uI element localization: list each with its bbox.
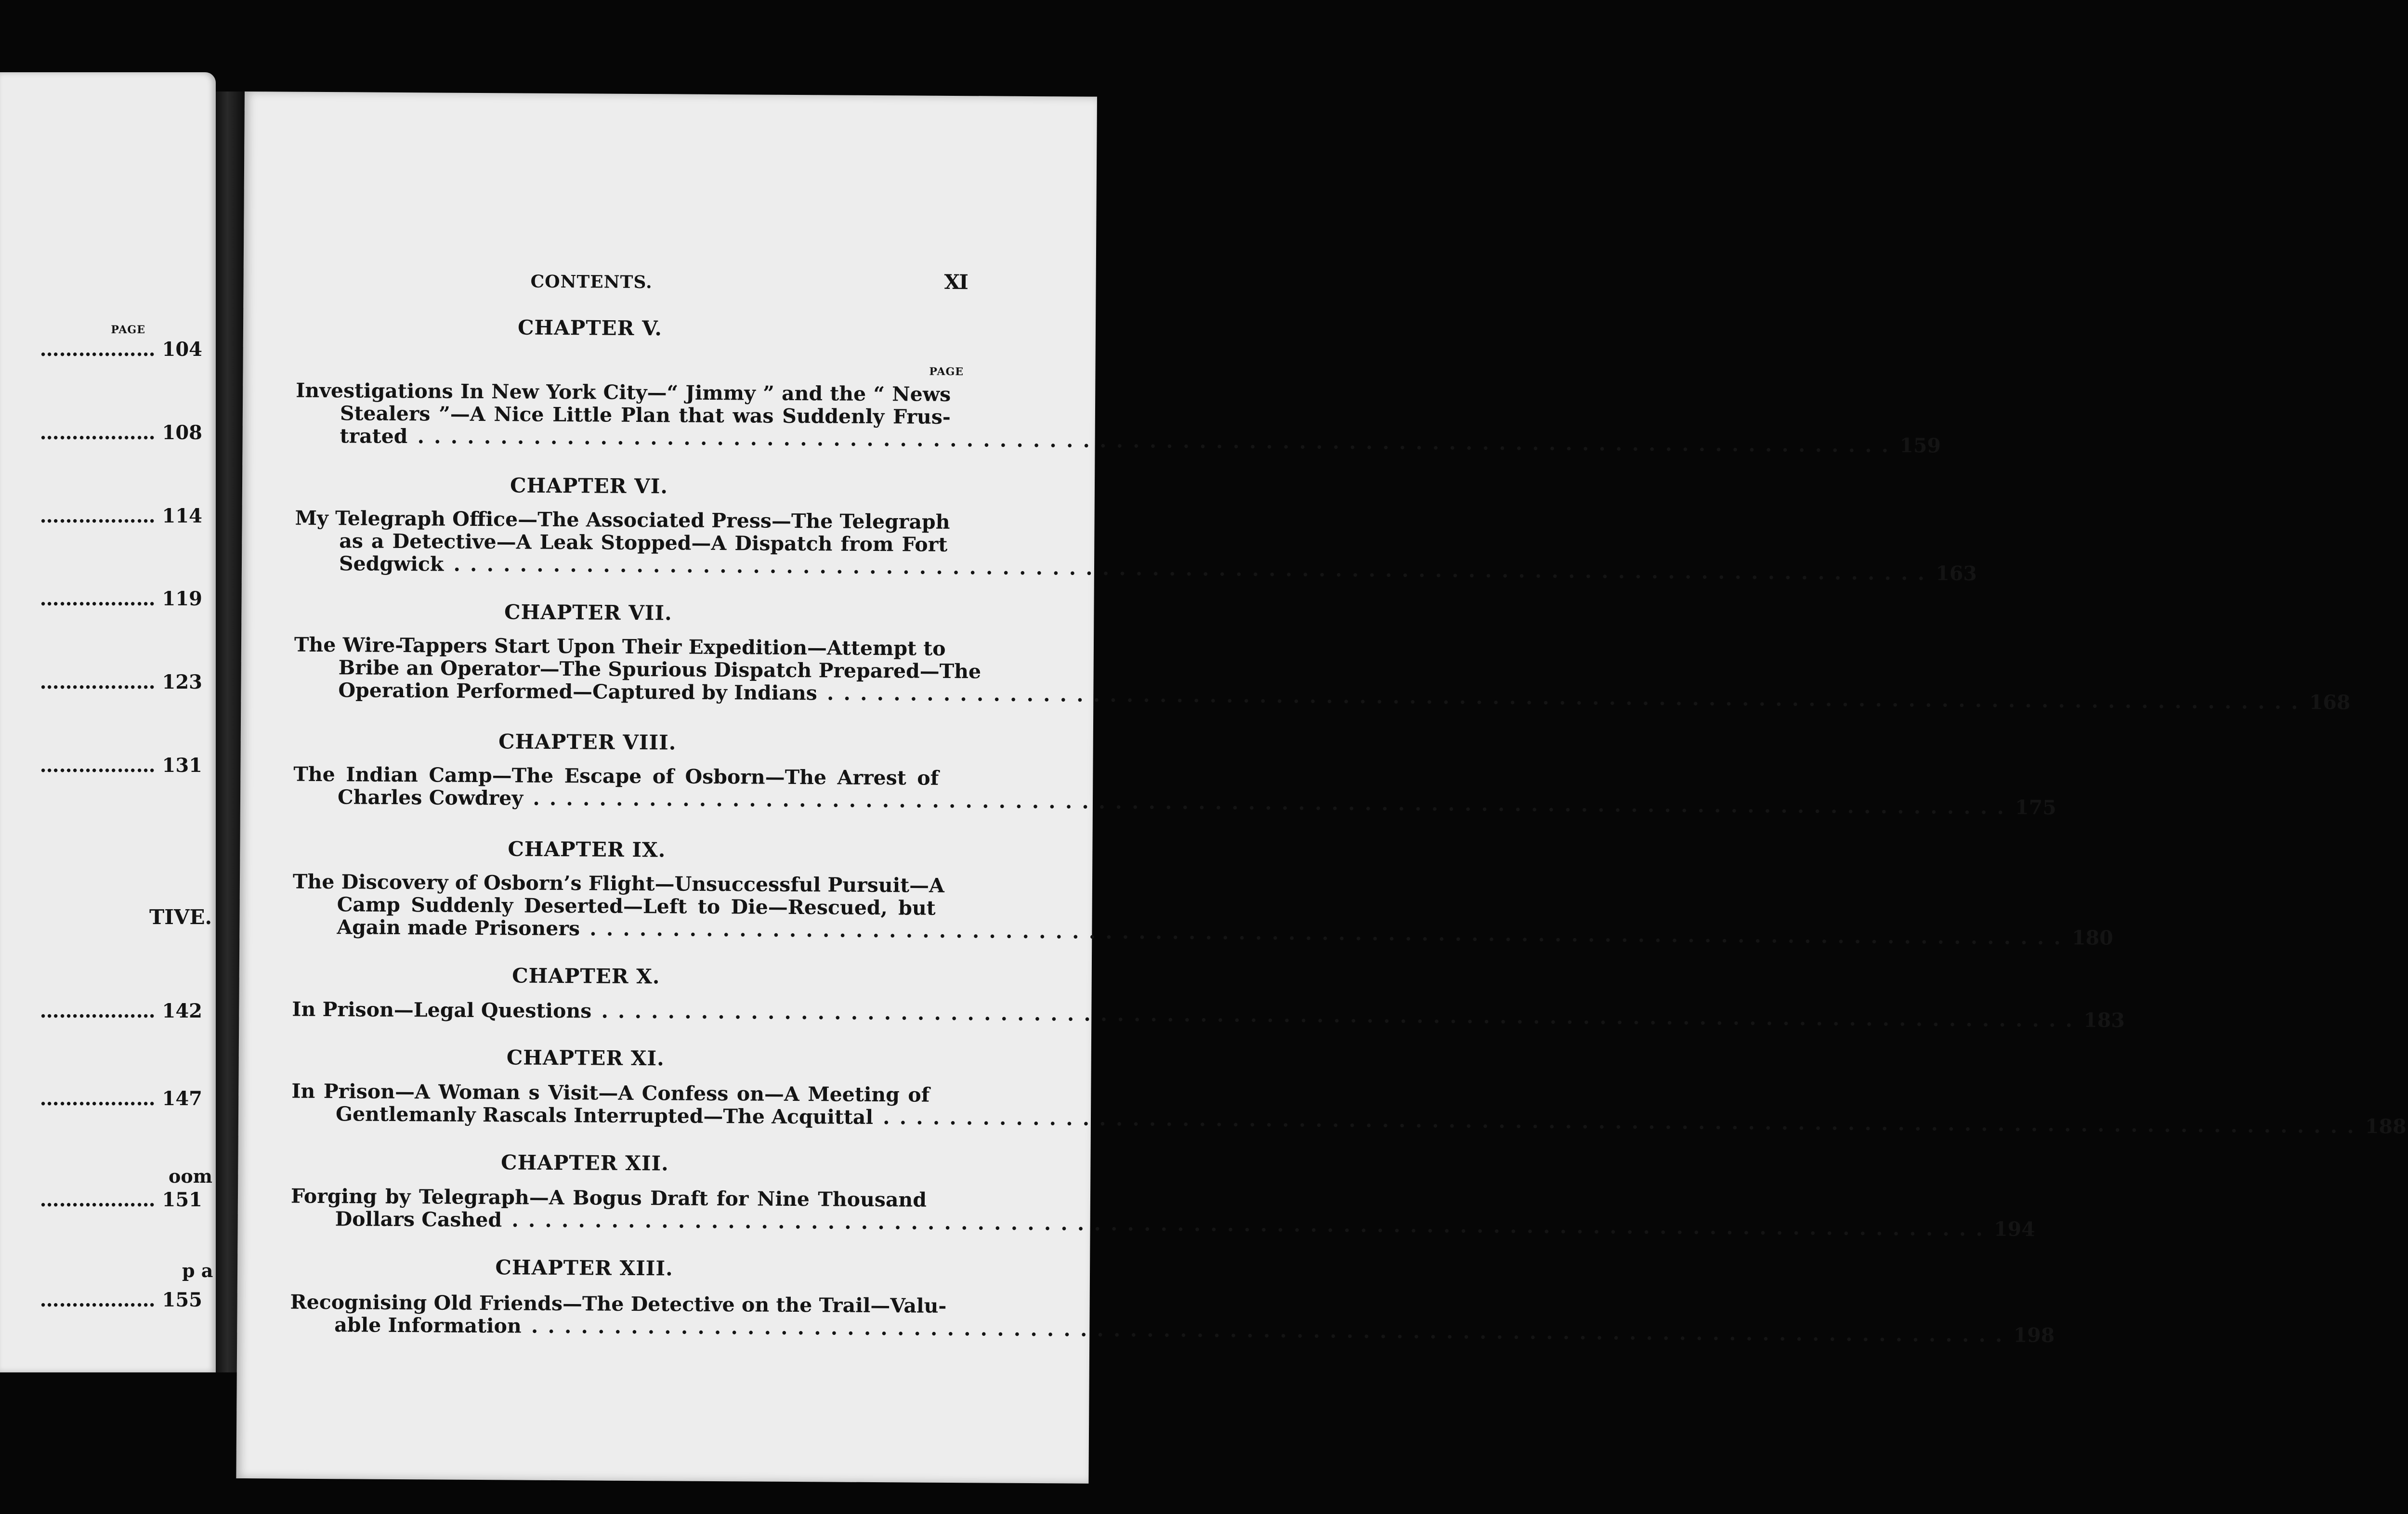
left-page-number: 155 xyxy=(162,1289,202,1311)
left-line-fragment: p a xyxy=(182,1260,213,1281)
left-toc-entry: ……………… 131 xyxy=(39,754,202,777)
entry-page-number: 194 xyxy=(1993,1217,2035,1241)
left-page-number: 131 xyxy=(162,754,202,777)
entry-line: trated xyxy=(340,424,408,448)
left-toc-entry: ……………… 104 xyxy=(39,338,202,361)
entry-line: Dollars Cashed xyxy=(335,1207,502,1232)
dot-leader: . . . . . . . . . . . . . . . . . . . . . . . . . . . . . . . . . . . . . . . . . . . . . . . . . . . . . . . . . . . . . . . . . . . . . . . . . . . . . . . . . . . . . . . . . xyxy=(883,1106,2356,1138)
entry-line: Stealers ”—A Nice Little Plan that was Suddenly Frus- xyxy=(340,402,951,429)
chapter-heading: CHAPTER XIII. xyxy=(495,1255,673,1280)
page-column-label: PAGE xyxy=(929,365,964,378)
chapter-entry xyxy=(292,997,2125,1032)
left-page-number: 123 xyxy=(162,671,202,693)
entry-line: The Indian Camp—The Escape of Osborn—The Arrest of xyxy=(293,762,939,790)
entry-last-line xyxy=(291,1207,2035,1241)
left-page-number: 147 xyxy=(162,1087,202,1110)
left-toc-entry: ……………… 142 xyxy=(39,1000,202,1022)
contents-page xyxy=(236,91,2407,1484)
dot-leader: . . . . . . . . . . . . . . . . . . . . . . . . . . . . . . . . . . . . . . . . . . . . . . . . . . . . . . . . . . . . . . . . . . . . . . . . . . . . . . . . . . . . . . . . . xyxy=(589,917,2062,950)
left-toc-entry: ……………… 114 xyxy=(39,505,202,527)
entry-last-line xyxy=(292,915,2113,950)
chapter-entry xyxy=(292,870,2113,950)
entry-last-line xyxy=(294,679,2351,714)
chapter-heading: CHAPTER VIII. xyxy=(498,730,677,755)
entry-page-number: 175 xyxy=(2015,796,2056,820)
left-page-label: PAGE xyxy=(111,324,145,336)
entry-last-line xyxy=(295,552,1977,585)
entry-line: Operation Performed—Captured by Indians xyxy=(338,679,817,705)
entry-line: Charles Cowdrey xyxy=(337,785,523,810)
left-toc-entry: ……………… 123 xyxy=(39,671,202,693)
dot-leader: . . . . . . . . . . . . . . . . . . . . . . . . . . . . . . . . . . . . . . . . . . . . . . . . . . . . . . . . . . . . . . . . . . . . . . . . . . . . . . . . . . . . . . . . . xyxy=(453,552,1926,585)
left-toc-entry: ……………… 147 xyxy=(39,1087,202,1110)
dot-leader: . . . . . . . . . . . . . . . . . . . . . . . . . . . . . . . . . . . . . . . . . . . . . . . . . . . . . . . . . . . . . . . . . . . . . . . . . . . . . . . . . . . . . . . . . xyxy=(417,425,1890,457)
chapter-heading: CHAPTER VI. xyxy=(510,473,668,498)
dot-leader: . . . . . . . . . . . . . . . . . . . . . . . . . . . . . . . . . . . . . . . . . . . . . . . . . . . . . . . . . . . . . . . . . . . . . . . . . . . . . . . . . . . . . . . . . xyxy=(511,1208,1984,1241)
left-page-number: 108 xyxy=(162,421,202,444)
chapter-heading: CHAPTER XI. xyxy=(506,1045,665,1070)
entry-page-number: 159 xyxy=(1899,434,1941,457)
left-page-number: 142 xyxy=(162,1000,202,1022)
left-page-number: 119 xyxy=(162,587,202,610)
entry-last-line xyxy=(291,1102,2407,1138)
entry-page-number: 183 xyxy=(2083,1008,2125,1032)
entry-page-number: 198 xyxy=(2013,1323,2055,1347)
entry-line: The Discovery of Osborn’s Flight—Unsuccessful Pursuit—A xyxy=(292,870,945,897)
entry-line: Investigations In New York City—“ Jimmy ” and the “ News xyxy=(296,378,951,406)
left-page xyxy=(0,72,216,1372)
entry-line: as a Detective—A Leak Stopped—A Dispatch from Fort xyxy=(339,529,948,556)
left-page-number: 114 xyxy=(162,505,202,527)
chapter-entry xyxy=(295,506,1977,585)
entry-page-number: 163 xyxy=(1936,561,1977,585)
left-page-number: 151 xyxy=(162,1188,202,1211)
left-line-fragment: oom xyxy=(169,1165,212,1187)
entry-line: My Telegraph Office—The Associated Press—The Telegraph xyxy=(295,506,950,534)
chapter-entry xyxy=(291,1079,2407,1138)
entry-last-line xyxy=(295,424,1941,457)
entry-line: Sedgwick xyxy=(339,552,444,576)
left-toc-entry: ……………… 119 xyxy=(39,587,202,610)
left-toc-entry: ……………… 151 xyxy=(39,1188,202,1211)
entry-line: Forging by Telegraph—A Bogus Draft for Nine Thousand xyxy=(290,1184,927,1212)
page-folio: XI xyxy=(944,270,968,294)
entry-line: Camp Suddenly Deserted—Left to Die—Rescued, but xyxy=(337,893,936,920)
entry-page-number: 168 xyxy=(2309,691,2351,714)
chapter-entry xyxy=(290,1184,2035,1241)
entry-line: Bribe an Operator—The Spurious Dispatch Prepared—The xyxy=(338,656,982,683)
chapter-heading: CHAPTER IX. xyxy=(508,837,666,862)
entry-last-line xyxy=(293,785,2056,820)
dot-leader: . . . . . . . . . . . . . . . . . . . . . . . . . . . . . . . . . . . . . . . . . . . . . . . . . . . . . . . . . . . . . . . . . . . . . . . . . . . . . . . . . . . . . . . . . xyxy=(533,786,2005,819)
left-heading-fragment: TIVE. xyxy=(149,905,212,929)
left-page-number: 104 xyxy=(162,338,202,361)
chapter-heading: CHAPTER V. xyxy=(517,315,663,340)
chapter-heading: CHAPTER XII. xyxy=(500,1150,669,1175)
dot-leader: . . . . . . . . . . . . . . . . . . . . . . . . . . . . . . . . . . . . . . . . . . . . . . . . . . . . . . . . . . . . . . . . . . . . . . . . . . . . . . . . . . . . . . . . . xyxy=(601,999,2074,1032)
entry-line: In Prison—A Woman s Visit—A Confess on—A Meeting of xyxy=(291,1079,930,1107)
left-toc-entry: ……………… 155 xyxy=(39,1289,202,1311)
chapter-entry xyxy=(294,633,2351,714)
entry-line: Again made Prisoners xyxy=(337,915,580,940)
entry-page-number: 180 xyxy=(2071,926,2113,950)
entry-last-line xyxy=(290,1313,2055,1347)
entry-line: Gentlemanly Rascals Interrupted—The Acquittal xyxy=(335,1102,874,1129)
chapter-heading: CHAPTER VII. xyxy=(504,600,672,625)
entry-last-line xyxy=(292,997,2125,1032)
entry-line: Recognising Old Friends—The Detective on the Trail—Valu- xyxy=(290,1290,947,1318)
running-head: CONTENTS. xyxy=(530,271,653,293)
entry-line: The Wire-Tappers Start Upon Their Expedition—Attempt to xyxy=(294,633,946,660)
entry-page-number: 188 xyxy=(2365,1114,2407,1138)
left-toc-entry: ……………… 108 xyxy=(39,421,202,444)
chapter-heading: CHAPTER X. xyxy=(512,964,660,989)
chapter-entry xyxy=(293,762,2056,820)
dot-leader: . . . . . . . . . . . . . . . . . . . . . . . . . . . . . . . . . . . . . . . . . . . . . . . . . . . . . . . . . . . . . . . . . . . . . . . . . . . . . . . . . . . . . . . . . xyxy=(531,1314,2004,1347)
dot-leader: . . . . . . . . . . . . . . . . . . . . . . . . . . . . . . . . . . . . . . . . . . . . . . . . . . . . . . . . . . . . . . . . . . . . . . . . . . . . . . . . . . . . . . . . . xyxy=(826,681,2300,714)
entry-line: In Prison—Legal Questions xyxy=(292,997,592,1023)
chapter-entry xyxy=(295,378,1941,457)
entry-line: able Information xyxy=(334,1313,522,1338)
chapter-entry xyxy=(290,1290,2055,1347)
